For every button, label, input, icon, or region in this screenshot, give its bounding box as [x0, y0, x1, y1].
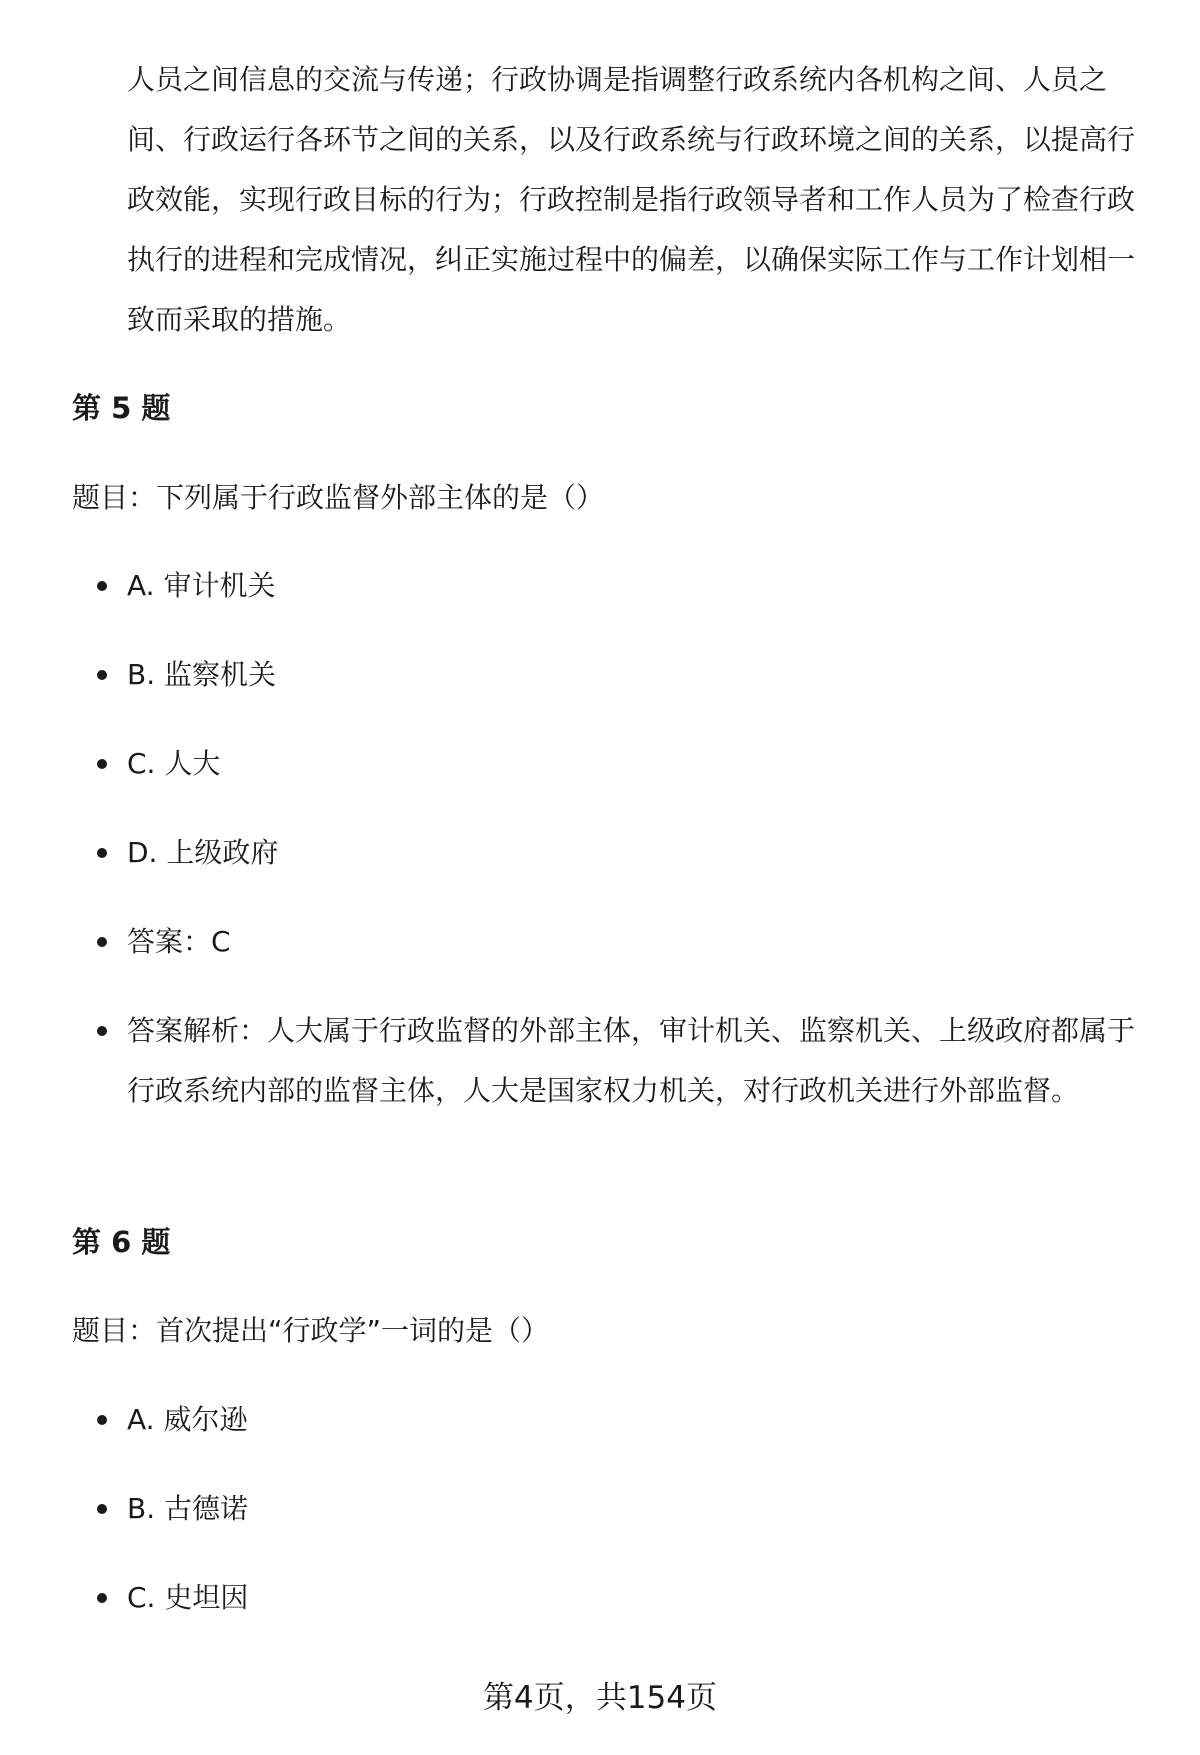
question-5-option-a: [127, 556, 1142, 616]
option-text: B. 监察机关: [127, 658, 277, 691]
option-text: D. 上级政府: [127, 836, 279, 869]
option-text: B. 古德诺: [127, 1492, 249, 1525]
question-6-option-b: [127, 1479, 1142, 1539]
question-5-explanation: [127, 1001, 1142, 1121]
question-6-option-a: [127, 1390, 1142, 1450]
question-5-stem: 题目：下列属于行政监督外部主体的是（）: [72, 481, 605, 514]
bullet-icon: [97, 1415, 107, 1425]
bullet-icon: [97, 937, 107, 947]
question-6-title: 第 6 题: [72, 1225, 171, 1259]
bullet-icon: [97, 1026, 107, 1036]
question-5-title: 第 5 题: [72, 391, 171, 425]
question-5-option-b: [127, 645, 1142, 705]
previous-explanation-continuation: 人员之间信息的交流与传递；行政协调是指调整行政系统内各机构之间、人员之间、行政运行各环节之间的关系，以及行政系统与行政环境之间的关系，以提高行政效能，实现行政目标的行为；行政控制是指行政领导者和工作人员为了检查行政执行的进程和完成情况，纠正实施过程中的偏差，以确保实际工作与工作计划相一致而采取的措施。: [127, 63, 1136, 336]
question-5-answer: [127, 912, 1142, 972]
option-text: A. 威尔逊: [127, 1403, 248, 1436]
bullet-icon: [97, 670, 107, 680]
question-5-option-d: [127, 823, 1142, 883]
bullet-icon: [97, 1593, 107, 1603]
option-text: C. 人大: [127, 747, 221, 780]
option-text: A. 审计机关: [127, 569, 276, 602]
bullet-icon: [97, 1504, 107, 1514]
question-5-option-c: [127, 734, 1142, 794]
bullet-icon: [97, 759, 107, 769]
question-6-option-c: [127, 1568, 1142, 1628]
bullet-icon: [97, 848, 107, 858]
answer-text: 答案：C: [127, 925, 231, 958]
option-text: C. 史坦因: [127, 1581, 249, 1614]
question-6-stem: 题目：首次提出“行政学”一词的是（）: [72, 1314, 550, 1347]
explanation-text: 答案解析：人大属于行政监督的外部主体，审计机关、监察机关、上级政府都属于行政系统内部的监督主体，人大是国家权力机关，对行政机关进行外部监督。: [127, 1014, 1136, 1107]
bullet-icon: [97, 581, 107, 591]
page-number-footer: 第4页，共154页: [483, 1680, 717, 1716]
